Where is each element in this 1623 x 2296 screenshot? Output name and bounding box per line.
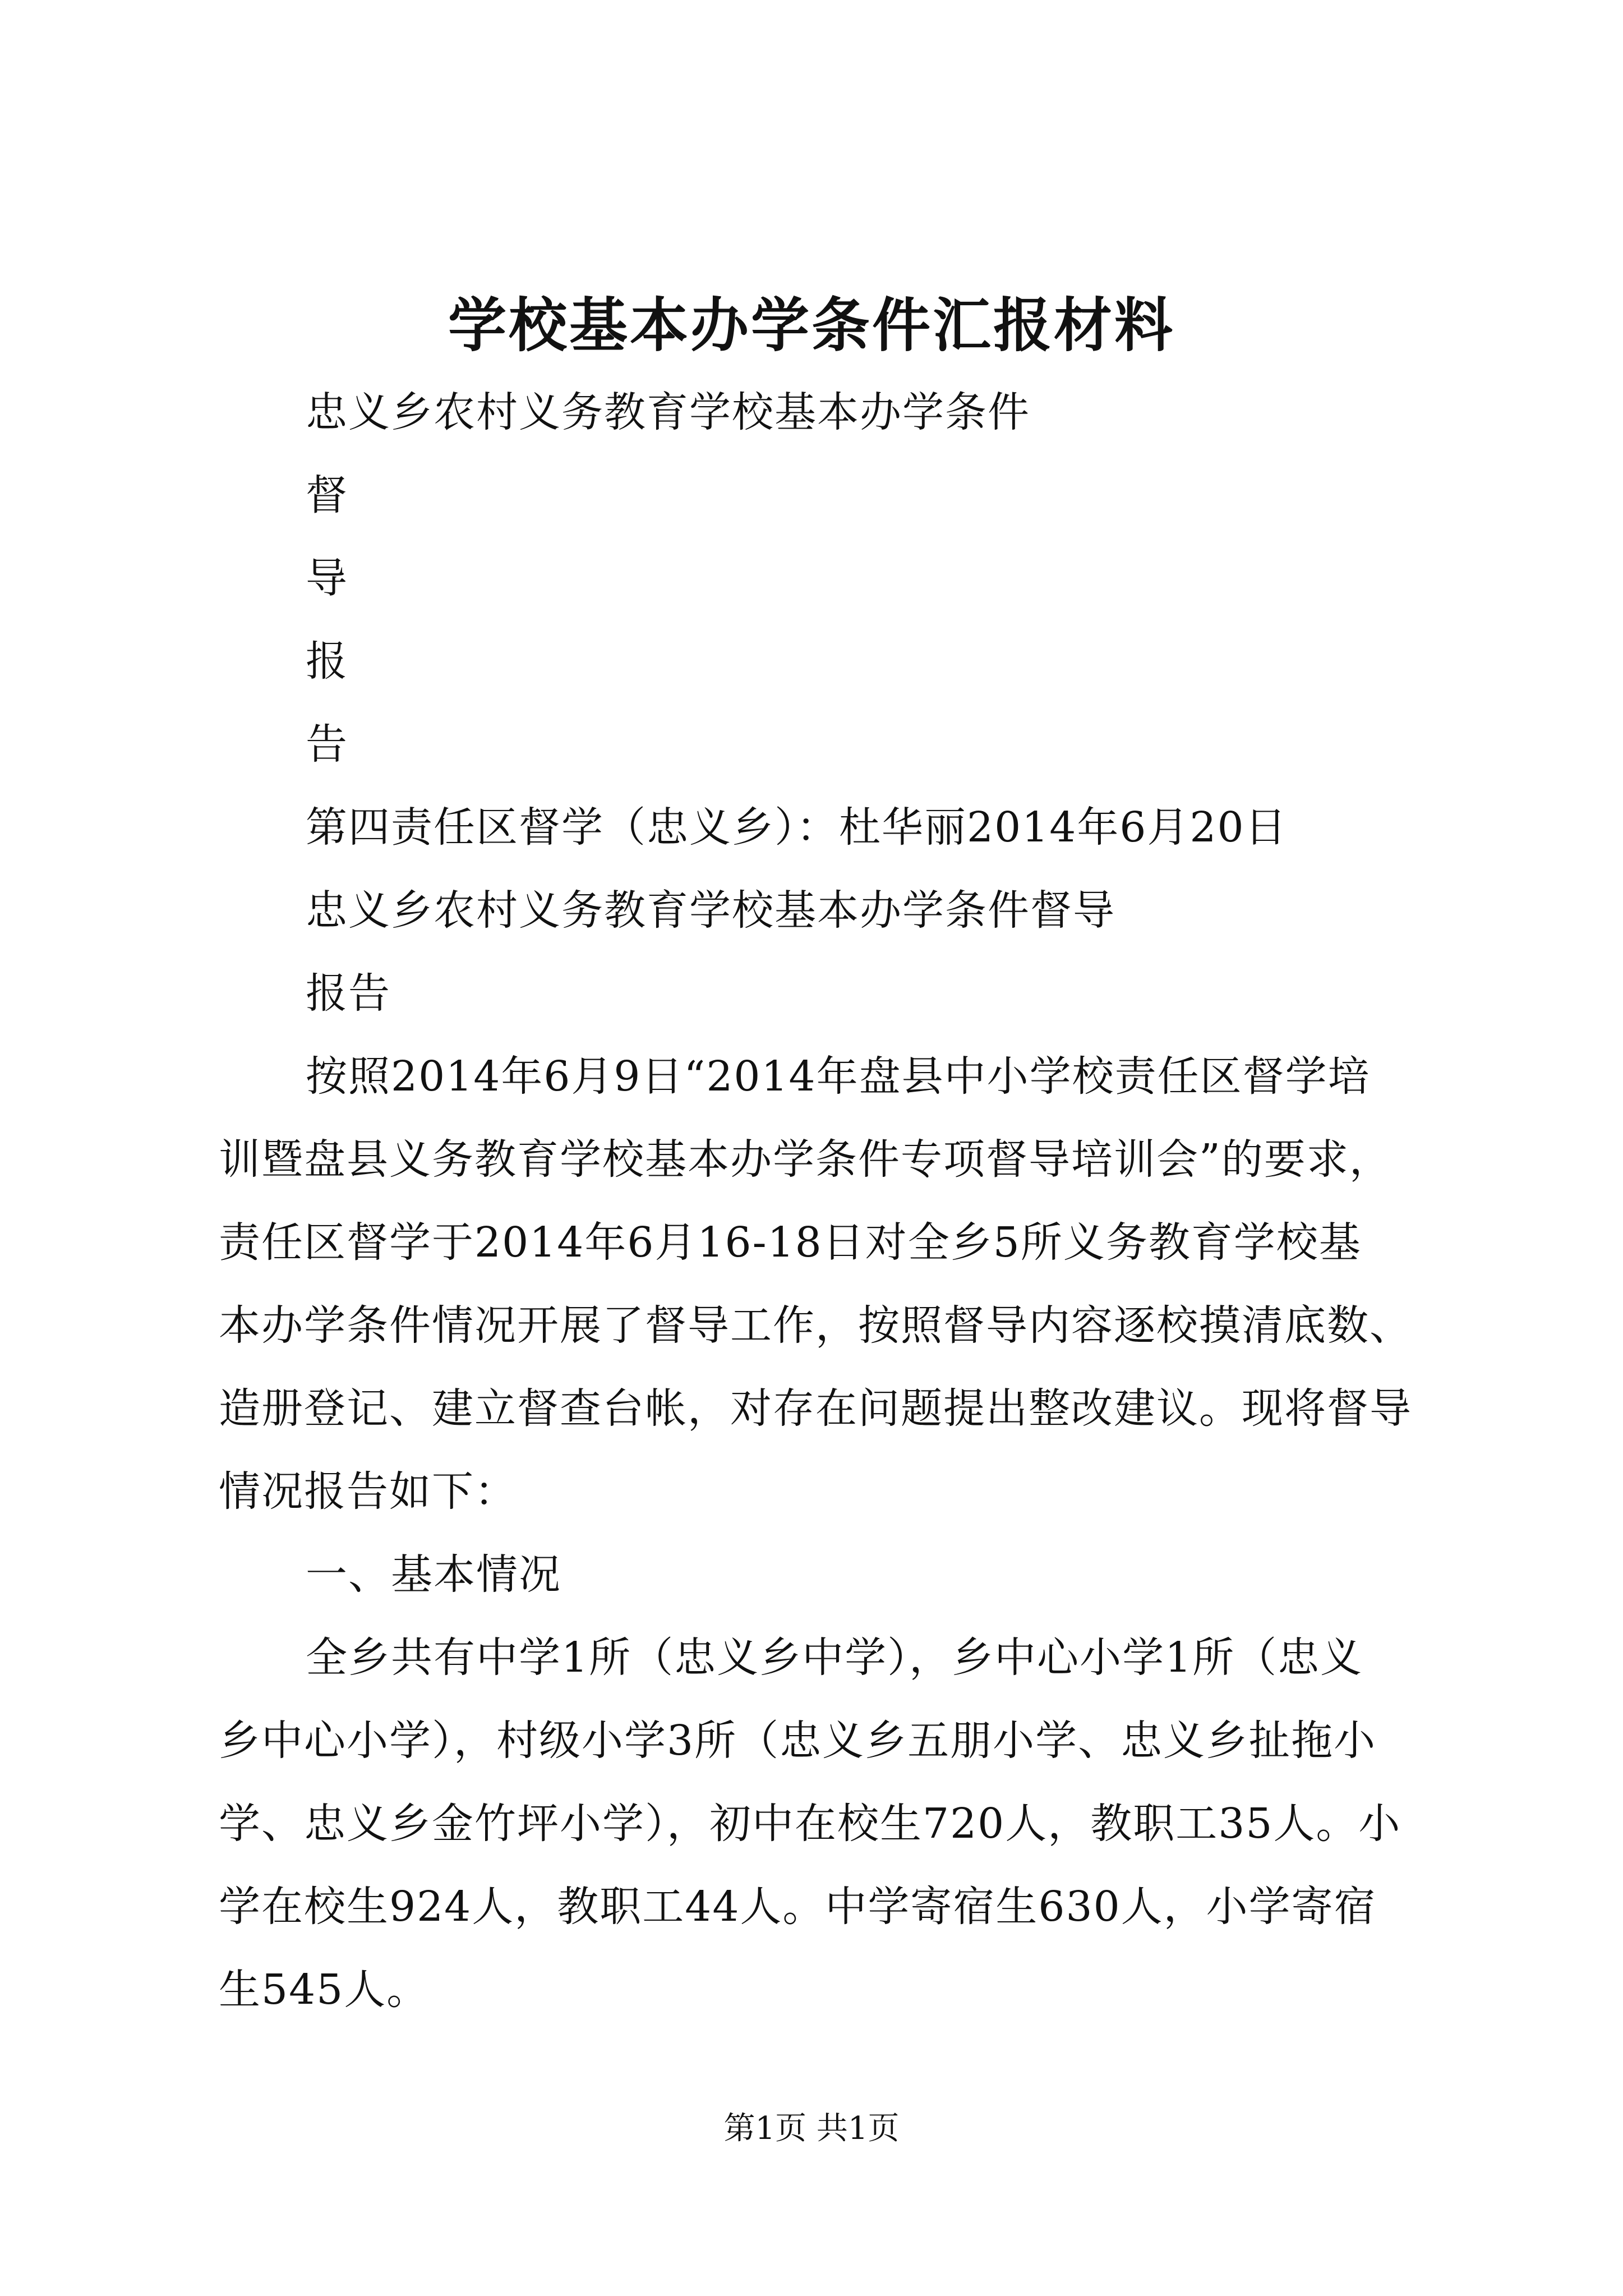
paragraph-line: 情况报告如下： bbox=[219, 1467, 517, 1516]
header-line: 忠义乡农村义务教育学校基本办学条件 bbox=[306, 388, 1030, 436]
paragraph-line: 学在校生924人，教职工44人。中学寄宿生630人，小学寄宿 bbox=[219, 1883, 1377, 1931]
header-line: 督 bbox=[306, 471, 348, 519]
header-line: 导 bbox=[306, 554, 348, 602]
header-line: 告 bbox=[306, 720, 348, 769]
header-line: 报 bbox=[306, 637, 348, 685]
paragraph-line: 乡中心小学），村级小学3所（忠义乡五朋小学、忠义乡扯拖小 bbox=[219, 1717, 1377, 1765]
paragraph-line: 本办学条件情况开展了督导工作，按照督导内容逐校摸清底数、 bbox=[219, 1301, 1412, 1350]
paragraph-line: 全乡共有中学1所（忠义乡中学），乡中心小学1所（忠义 bbox=[306, 1634, 1363, 1682]
paragraph-line: 责任区督学于2014年6月16-18日对全乡5所义务教育学校基 bbox=[219, 1218, 1362, 1267]
document-title: 学校基本办学条件汇报材料 bbox=[448, 291, 1175, 360]
page-footer: 第1页 共1页 bbox=[723, 2110, 900, 2147]
paragraph-line: 训暨盘县义务教育学校基本办学条件专项督导培训会”的要求， bbox=[219, 1135, 1392, 1184]
header-line: 忠义乡农村义务教育学校基本办学条件督导 bbox=[306, 886, 1115, 935]
author-date-line: 第四责任区督学（忠义乡）：杜华丽2014年6月20日 bbox=[306, 803, 1288, 852]
paragraph-line: 生545人。 bbox=[219, 1966, 430, 2014]
header-line: 报告 bbox=[306, 969, 391, 1018]
section-heading: 一、基本情况 bbox=[306, 1550, 561, 1599]
paragraph-line: 按照2014年6月9日“2014年盘县中小学校责任区督学培 bbox=[306, 1052, 1371, 1101]
paragraph-line: 造册登记、建立督查台帐，对存在问题提出整改建议。现将督导 bbox=[219, 1384, 1412, 1433]
paragraph-line: 学、忠义乡金竹坪小学），初中在校生720人，教职工35人。小 bbox=[219, 1800, 1401, 1848]
